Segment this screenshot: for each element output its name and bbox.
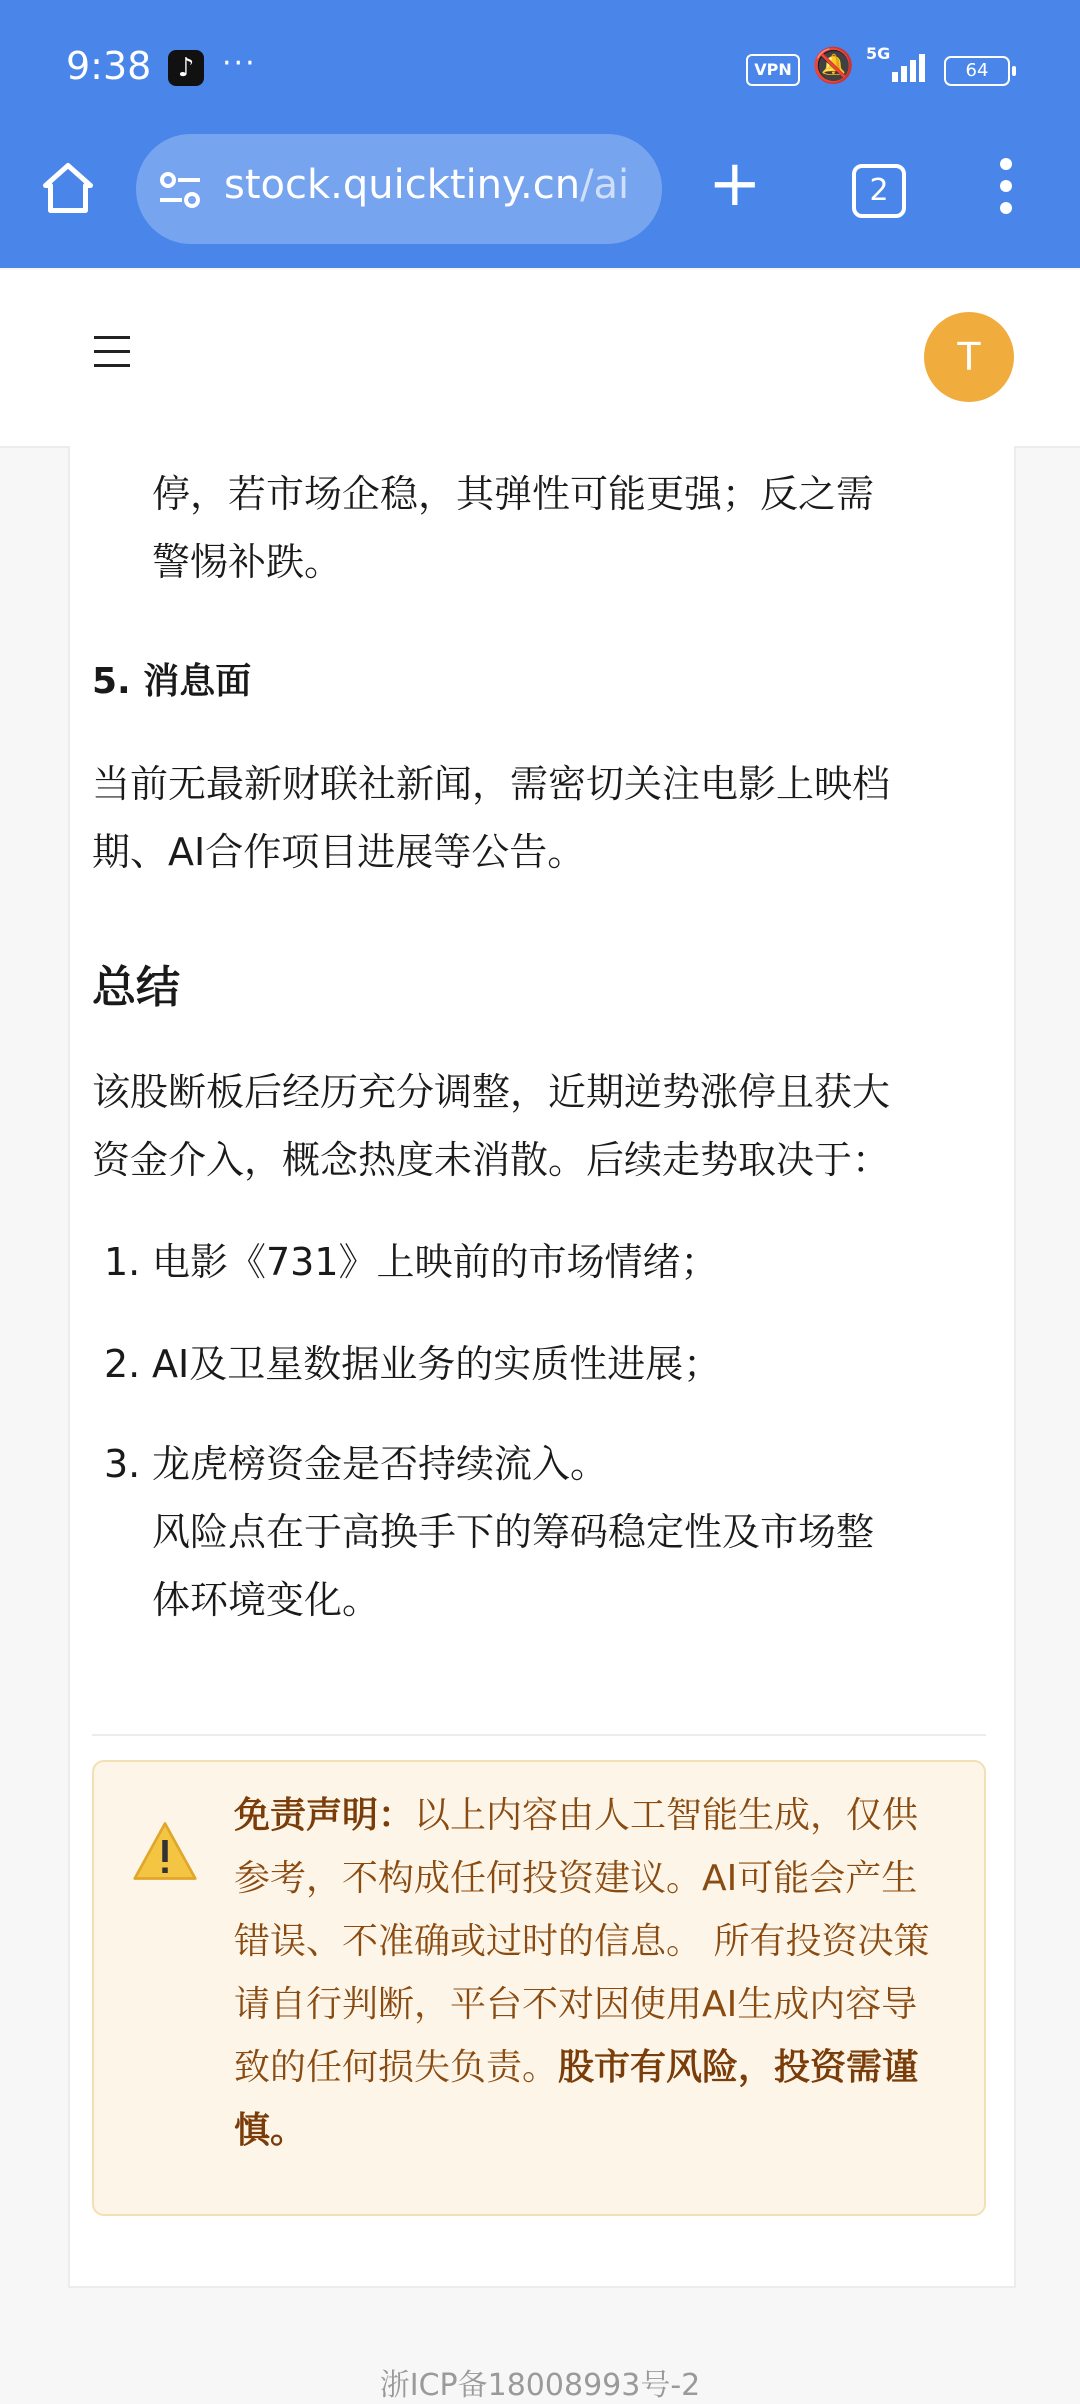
url-text[interactable] [224,162,644,208]
user-avatar[interactable]: T [924,312,1014,402]
warning-icon [132,1820,198,1882]
browser-menu-icon[interactable] [998,158,1014,218]
url-host: stock.quicktiny.cn [224,162,581,208]
disclaimer-emphasis: 股市有风险，投资需谨慎。 [234,2047,919,2151]
list-item-number: 2. [104,1342,141,1386]
new-tab-icon[interactable]: + [708,147,762,221]
mute-bell-icon: 🔕 [812,46,855,86]
section5-heading: 5. 消息面 [92,661,252,702]
url-path: /ai [580,162,630,208]
list-item: 电影《731》上映前的市场情绪； [152,1240,719,1284]
tiktok-notification-icon: ♪ [168,50,204,86]
item4-continuation-line1: 停，若市场企稳，其弹性可能更强；反之需 [152,472,875,516]
list-item-number: 3. [104,1442,141,1486]
network-type: 5G [866,44,891,63]
summary-text-line2: 资金介入，概念热度未消散。后续走势取决于： [92,1138,891,1182]
more-notifications-icon: ··· [222,46,257,81]
hamburger-menu-icon[interactable] [94,336,130,378]
tab-switcher-button[interactable]: 2 [852,164,906,218]
status-bar [0,0,1080,136]
section5-text-line2: 期、AI合作项目进展等公告。 [92,830,586,874]
summary-text-line1: 该股断板后经历充分调整，近期逆势涨停且获大 [92,1070,891,1114]
item4-continuation-line2: 警惕补跌。 [152,540,343,584]
list-item: AI及卫星数据业务的实质性进展； [152,1342,722,1386]
list-item: 龙虎榜资金是否持续流入。 [152,1442,609,1486]
risk-text-line1: 风险点在于高换手下的筹码稳定性及市场整 [152,1510,875,1554]
icp-footer[interactable]: 浙ICP备18008993号-2 [379,2368,701,2403]
address-bar[interactable] [136,134,662,244]
browser-toolbar [0,134,1080,244]
section5-text-line1: 当前无最新财联社新闻，需密切关注电影上映档 [92,762,891,806]
disclaimer-label: 免责声明： [234,1795,415,1836]
signal-icon [892,54,928,82]
app-header [0,270,1080,448]
battery-icon: 64 [944,56,1010,86]
content-divider [92,1734,986,1736]
browser-chrome [0,0,1080,268]
summary-heading: 总结 [92,962,180,1013]
disclaimer-body: 以上内容由人工智能生成，仅供参考，不构成任何投资建议。AI可能会产生错误、不准确或过时的信息。 所有投资决策请自行判断，平台不对因使用AI生成内容导致的任何损失负责。 [234,1795,930,2088]
list-item-number: 1. [104,1240,141,1284]
status-time: 9:38 [66,44,152,88]
vpn-icon: VPN [746,54,800,86]
disclaimer-text [234,1784,944,2162]
disclaimer-box [92,1760,986,2216]
risk-text-line2: 体环境变化。 [152,1578,381,1622]
home-icon[interactable] [38,158,98,218]
site-settings-icon[interactable] [156,166,204,214]
